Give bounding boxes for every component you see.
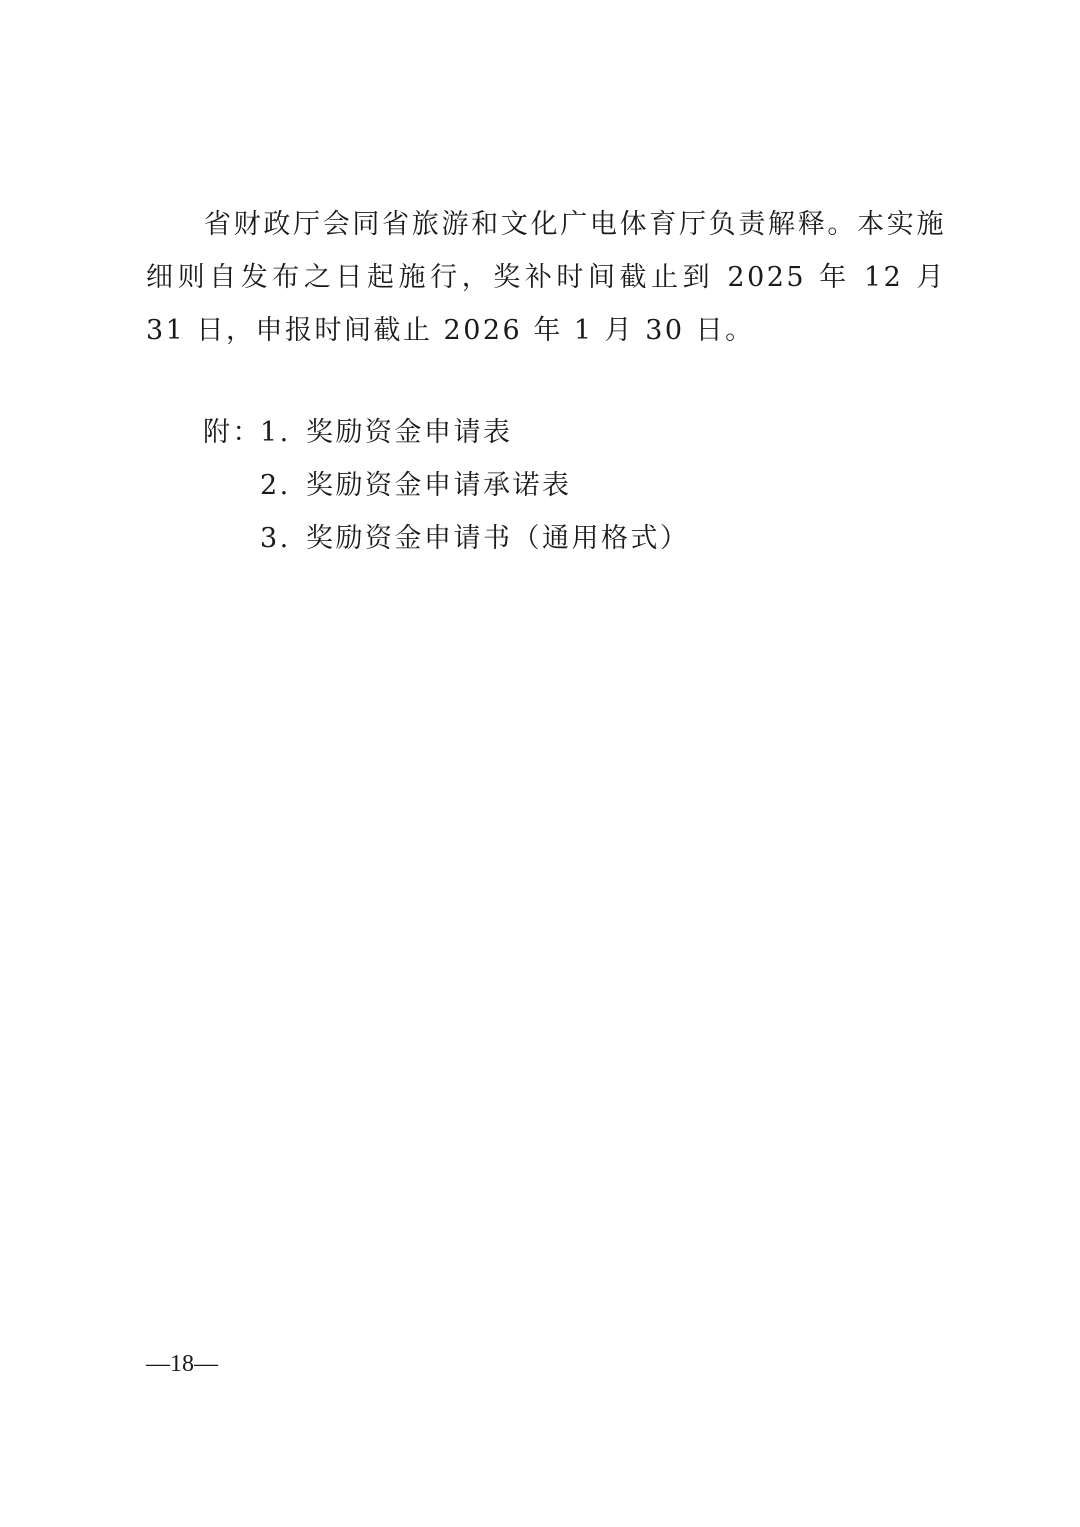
body-paragraph: 省财政厅会同省旅游和文化广电体育厅负责解释。本实施细则自发布之日起施行，奖补时间截止到 2025 年 12 月 31 日，申报时间截止 2026 年 1 月 30 日。: [146, 209, 946, 346]
attachment-title: 奖励资金申请书（通用格式）: [306, 523, 690, 554]
attachment-item-2: [203, 459, 690, 512]
attachment-item-1: [203, 406, 690, 459]
attachment-title: 奖励资金申请承诺表: [306, 470, 572, 501]
attachment-item-3: [203, 512, 690, 565]
attachment-title: 奖励资金申请表: [306, 417, 513, 448]
attachment-prefix: 附：: [203, 417, 262, 448]
attachment-number: 3.: [260, 523, 291, 554]
page-number: —18—: [146, 1351, 218, 1377]
attachment-number: 1.: [260, 417, 291, 448]
attachments-list: [203, 406, 690, 565]
attachment-number: 2.: [260, 470, 291, 501]
